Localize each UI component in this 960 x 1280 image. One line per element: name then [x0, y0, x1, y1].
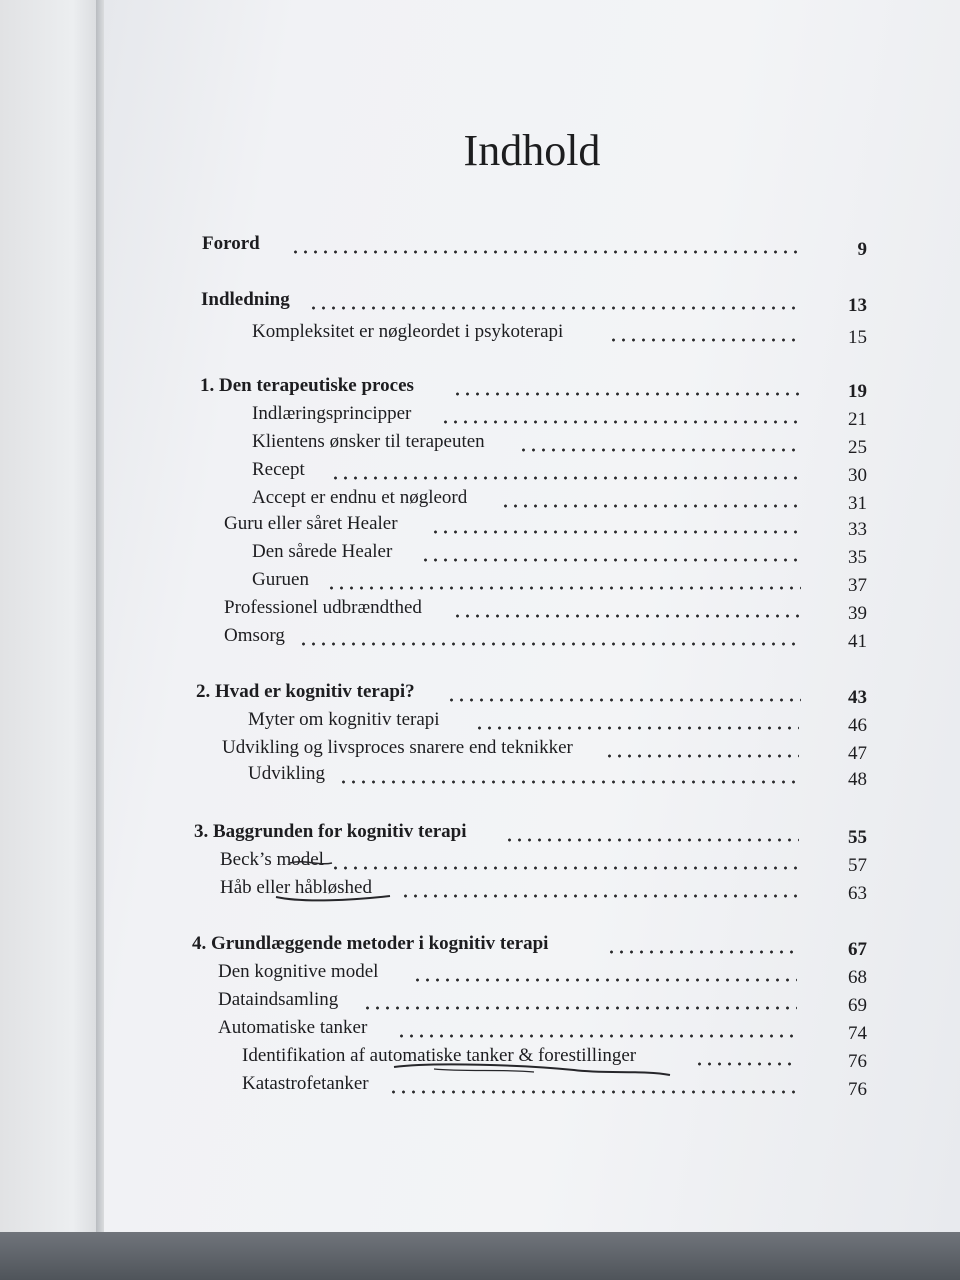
toc-entry	[248, 760, 867, 790]
toc-entry-title: Dataindsamling	[218, 989, 339, 1010]
dot-leader	[416, 978, 797, 982]
dot-leader	[312, 306, 801, 310]
toc-entry	[192, 930, 867, 960]
toc-entry-title: Udvikling	[248, 763, 326, 784]
toc-entry-title: Professionel udbrændthed	[224, 597, 422, 618]
dot-leader	[342, 780, 799, 784]
dot-leader	[612, 338, 801, 342]
toc-entry	[224, 510, 867, 540]
left-page	[0, 0, 104, 1280]
toc-entry-page-number: 21	[848, 409, 867, 430]
toc-entry-title: Accept er endnu et nøgleord	[252, 487, 468, 508]
toc-entry-title: Omsorg	[224, 625, 285, 646]
toc-entry-page-number: 69	[848, 995, 867, 1016]
toc-entry-page-number: 48	[848, 769, 867, 790]
toc-entry	[224, 594, 867, 624]
page-title: Indhold	[463, 126, 601, 175]
toc-entry-page-number: 47	[848, 743, 867, 764]
dot-leader	[294, 250, 801, 254]
toc-entry-page-number: 46	[848, 715, 867, 736]
dot-leader	[424, 558, 801, 562]
toc-entry-title: Beck’s model	[220, 849, 324, 870]
toc-entry-page-number: 39	[848, 603, 867, 624]
toc-entry	[201, 286, 867, 316]
dot-leader	[456, 614, 801, 618]
toc-entry	[220, 846, 867, 876]
toc-entry-title: Identifikation af automatiske tanker & forestillinger	[242, 1045, 637, 1066]
toc-entry-title: Recept	[252, 459, 305, 480]
dot-leader	[608, 754, 799, 758]
toc-entry	[200, 372, 867, 402]
toc-entry-page-number: 35	[848, 547, 867, 568]
toc-entry-page-number: 9	[857, 239, 867, 260]
toc-entry-page-number: 13	[848, 295, 867, 316]
toc-entry	[224, 622, 867, 652]
dot-leader	[504, 504, 801, 508]
toc-entry-title: Udvikling og livsproces snarere end teknikker	[222, 737, 573, 758]
toc-entry-title: Automatiske tanker	[218, 1017, 368, 1038]
toc-entry-page-number: 76	[848, 1079, 867, 1100]
dot-leader	[522, 448, 801, 452]
dot-leader	[434, 530, 801, 534]
dot-leader	[330, 586, 801, 590]
toc-entry	[252, 484, 867, 514]
toc-entry-page-number: 43	[848, 687, 867, 708]
toc-entry	[202, 230, 867, 260]
toc-entry-page-number: 19	[848, 381, 867, 402]
dot-leader	[478, 726, 799, 730]
dot-leader	[444, 420, 801, 424]
toc-entry	[222, 734, 867, 764]
toc-entry-title: 4. Grundlæggende metoder i kognitiv terapi	[192, 933, 549, 954]
toc-entry-page-number: 41	[848, 631, 867, 652]
toc-entry-title: Den kognitive model	[218, 961, 379, 982]
toc-entry-page-number: 37	[848, 575, 867, 596]
toc-entry-page-number: 63	[848, 883, 867, 904]
toc-entry-title: Den sårede Healer	[252, 541, 393, 562]
dot-leader	[610, 950, 797, 954]
toc-entry	[220, 874, 867, 904]
toc-entry-page-number: 67	[848, 939, 867, 960]
dot-leader	[392, 1090, 795, 1094]
dot-leader	[450, 698, 801, 702]
toc-entry	[252, 318, 867, 348]
toc-entry-title: Klientens ønsker til terapeuten	[252, 431, 485, 452]
toc-entry-title: 3. Baggrunden for kognitiv terapi	[194, 821, 467, 842]
toc-entry-title: 1. Den terapeutiske proces	[200, 375, 414, 396]
toc-entry-page-number: 30	[848, 465, 867, 486]
table-surface	[0, 1232, 960, 1280]
toc-entry-page-number: 57	[848, 855, 867, 876]
toc-entry-page-number: 31	[848, 493, 867, 514]
dot-leader	[334, 476, 801, 480]
toc-entry-page-number: 55	[848, 827, 867, 848]
toc-entry-title: Forord	[202, 233, 260, 254]
toc-entry-page-number: 74	[848, 1023, 867, 1044]
toc-entry-title: Guru eller såret Healer	[224, 513, 398, 534]
toc-entry-title: Kompleksitet er nøgleordet i psykoterapi	[252, 321, 564, 342]
toc-entry	[242, 1070, 867, 1100]
toc-entry	[218, 1014, 867, 1044]
dot-leader	[334, 866, 797, 870]
toc-entry-title: Myter om kognitiv terapi	[248, 709, 440, 730]
toc-entry-title: Indledning	[201, 289, 290, 310]
toc-entry-page-number: 15	[848, 327, 867, 348]
dot-leader	[508, 838, 799, 842]
toc-entry	[218, 986, 867, 1016]
table-of-contents-page	[104, 0, 960, 1232]
toc-entry	[252, 400, 867, 430]
dot-leader	[698, 1062, 795, 1066]
toc-entry-page-number: 68	[848, 967, 867, 988]
dot-leader	[404, 894, 797, 898]
toc-entry-title: 2. Hvad er kognitiv terapi?	[196, 681, 415, 702]
toc-entry	[252, 456, 867, 486]
toc-entry	[196, 678, 867, 708]
toc-entry-title: Katastrofetanker	[242, 1073, 369, 1094]
toc-entry	[242, 1042, 867, 1072]
toc-entry-page-number: 76	[848, 1051, 867, 1072]
toc-entry-title: Guruen	[252, 569, 309, 590]
dot-leader	[400, 1034, 795, 1038]
toc-entry-title: Håb eller håbløshed	[220, 877, 372, 898]
dot-leader	[366, 1006, 797, 1010]
toc-entry	[252, 428, 867, 458]
toc-entry-page-number: 25	[848, 437, 867, 458]
toc-entry	[252, 566, 867, 596]
toc-entry	[252, 538, 867, 568]
toc-entry-page-number: 33	[848, 519, 867, 540]
dot-leader	[302, 642, 801, 646]
toc-entry	[218, 958, 867, 988]
dot-leader	[456, 392, 801, 396]
toc-entry	[248, 706, 867, 736]
toc-entry	[194, 818, 867, 848]
toc-entry-title: Indlæringsprincipper	[252, 403, 412, 424]
